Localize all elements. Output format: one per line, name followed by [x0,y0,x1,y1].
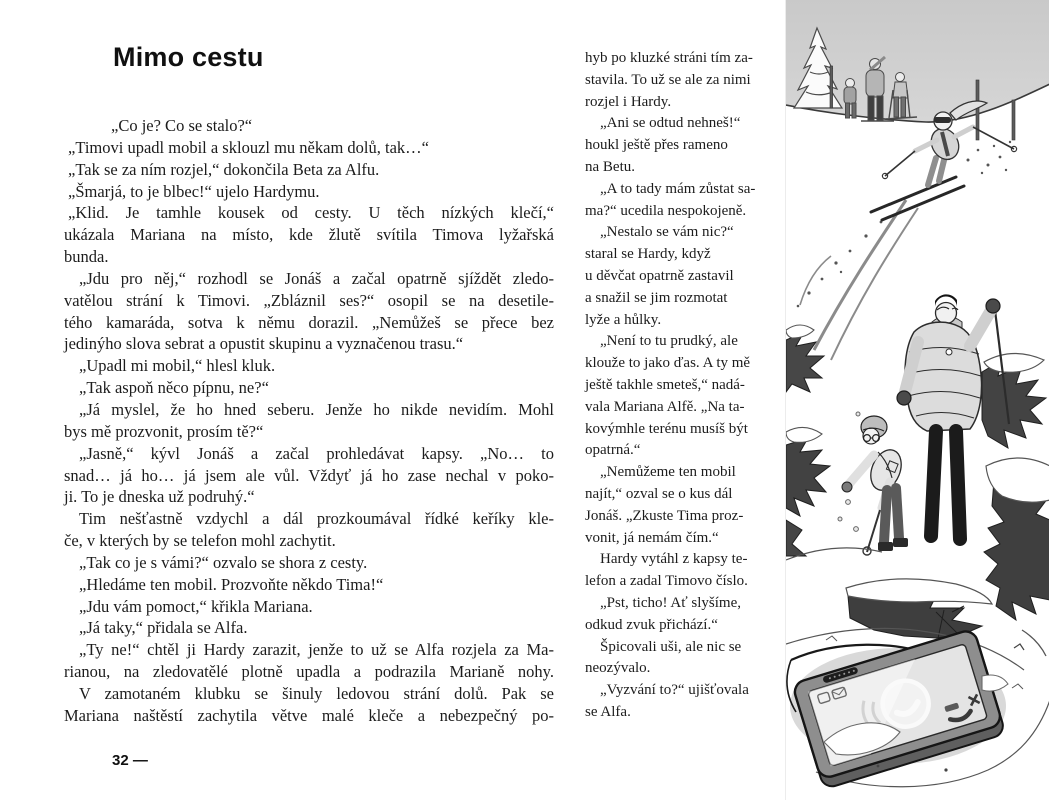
text-line: Jonáš. „Zkuste Tima proz- [585,507,744,524]
text-line: odkud zvuk přichází.“ [585,616,718,633]
text-line: Hardy vytáhl z kapsy te- [600,551,748,568]
text-line: snad… já ho… já jsem ale vůl. Vždyť já ho zase nechal v poko- [64,465,554,485]
text-line: opatrná.“ [585,442,641,459]
text-line: vala Mariana Alfě. „Na ta- [585,398,745,415]
text-line: „Nemůžeme ten mobil [600,464,736,481]
text-line: hyb po kluzké stráni tím za- [585,50,753,66]
text-line: „Nestalo se vám nic?“ [600,224,734,241]
text-line: se Alfa. [585,703,631,720]
text-line: „Vyzvání to?“ ujišťovala [600,682,749,699]
text-line: „Já taky,“ přidala se Alfa. [79,618,248,638]
text-line: Špicovali uši, ale nic se [600,638,742,655]
illustration-svg [786,0,1049,800]
chapter-title: Mimo cestu [113,42,264,72]
text-line: rianou, na zledovatělé plotně upadla a podrazila Marianě nohy. [64,662,554,682]
text-line: Tim nešťastně vzdychl a dál prozkoumával řídké keříky kle- [79,509,554,529]
text-line: ji. To je dneska už podruhý.“ [64,487,255,507]
text-line: najít,“ ozval se o kus dál [585,485,733,502]
text-line: jedinýho slova sebrat a opustit skupinu a vyznačenou trasu.“ [64,334,464,354]
text-line: a snažil se jim rozmotat [585,289,728,306]
text-line: lyže a hůlky. [585,311,662,328]
text-line: houkl ještě přes rameno [585,137,728,154]
text-line: klouže to jako ďas. A ty mě [585,355,751,372]
text-line: „Jdu vám pomoct,“ křikla Mariana. [79,596,313,616]
text-line: „Hledáme ten mobil. Prozvoňte někdo Tima!“ [79,574,384,594]
text-line: „A to tady mám zůstat sa- [600,180,756,197]
text-line: tého kamaráda, sotva k němu dorazil. „Nemůžeš se přece bez [64,312,554,332]
text-line: „Co je? Co se stalo?“ [111,116,253,135]
text-line: „Upadl mi mobil,“ hlesl kluk. [79,356,276,376]
text-line: „Ty ne!“ chtěl ji Hardy zarazit, jenže to už se Alfa rozjela za Ma- [79,640,554,660]
text-line: „Klid. Je tamhle kousek od cesty. U těch nízkých klečí,“ [68,203,554,223]
page-number: 32 — [112,752,148,769]
text-line: neozývalo. [585,660,651,677]
text-line: „Tak se za ním rozjel,“ dokončila Beta za Alfu. [68,159,380,179]
text-line: „Šmarjá, to je blbec!“ ujelo Hardymu. [68,181,320,201]
text-line: če, v kterých by se telefon mohl zachytit. [64,531,336,551]
text-line: u děvčat opatrně zastavil [585,267,734,284]
text-line: stavila. To už se ale za nimi [585,71,751,88]
text-line: bunda. [64,247,109,267]
text-line: ještě takhle smeteš,“ nadá- [585,376,745,393]
text-line: „Jdu pro něj,“ rozhodl se Jonáš a začal opatrně sjíždět zledo- [79,268,554,288]
text-line: V zamotaném klubku se šinuly ledovou strání dolů. Pak se [79,683,554,703]
text-line: lefon a zadal Timovo číslo. [585,573,748,590]
text-line: „Pst, ticho! Ať slyšíme, [600,594,741,611]
text-line: „Není to tu prudký, ale [600,333,738,350]
text-line: staral se Hardy, když [585,246,711,263]
ski-scene-illustration [785,0,1049,800]
text-line: „Tak aspoň něco pípnu, ne?“ [79,378,269,398]
text-line: vatělou strání k Timovi. „Zbláznil ses?“ osopil se na desetile- [64,290,554,310]
text-line: kovýmhle terénu musíš být [585,420,748,437]
text-line: rozjel i Hardy. [585,93,672,110]
left-page-text [64,115,554,727]
text-line: bys mě prozvonit, prosím tě?“ [64,421,264,441]
text-line: „Ani se odtud nehneš!“ [600,115,741,132]
text-line: ma?“ ucedila nespokojeně. [585,202,747,219]
text-line: vonit, já nemám čím.“ [585,529,719,546]
text-line: ukázala Mariana na místo, kde žlutě svítila Timova lyžařská [64,225,554,245]
text-line: „Timovi upadl mobil a sklouzl mu někam dolů, tak…“ [68,137,429,157]
text-line: na Betu. [585,158,635,175]
text-line: Mariana naštěstí zachytila větve malé kleče a nebezpečný po- [64,705,554,725]
right-page-text [585,48,777,724]
text-line: „Já myslel, že ho hned seberu. Jenže ho nikde nevidím. Mohl [79,399,554,419]
left-page [64,42,554,802]
text-line: „Jasně,“ kývl Jonáš a začal prohledávat kapsy. „No… to [79,443,554,463]
text-line: „Tak co je s vámi?“ ozvalo se shora z cesty. [79,552,368,572]
